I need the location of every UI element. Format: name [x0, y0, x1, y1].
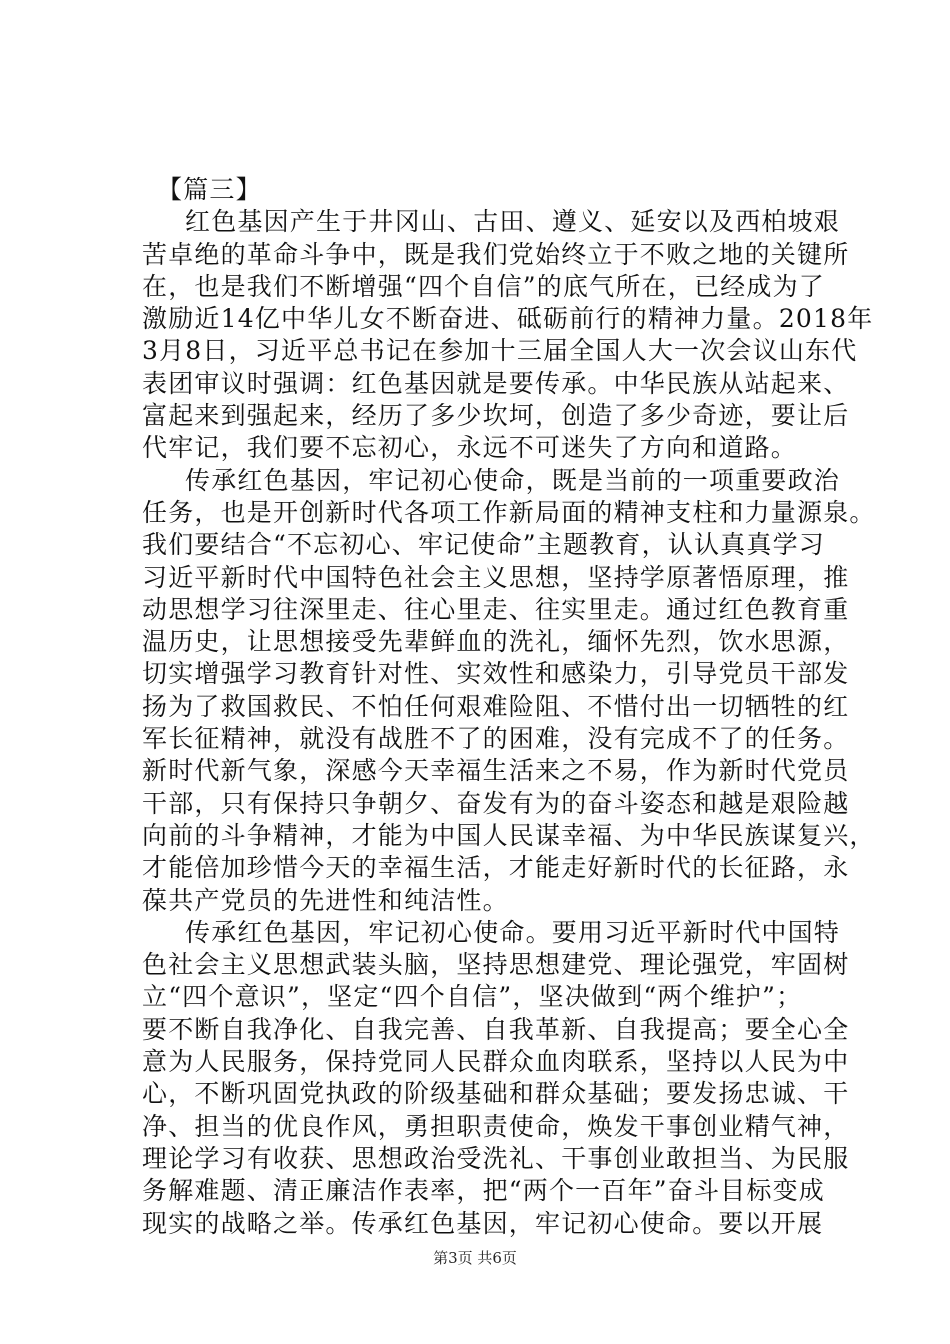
paragraph-line: 激励近14亿中华儿女不断奋进、砥砺前行的精神力量。2018年: [142, 304, 874, 334]
paragraph-line: 富起来到强起来，经历了多少坎坷，创造了多少奇迹，要让后: [142, 401, 850, 431]
page-number-footer: 第3页 共6页: [433, 1249, 517, 1267]
paragraph-line: 军长征精神，就没有战胜不了的困难，没有完成不了的任务。: [142, 724, 850, 754]
paragraph-3: [142, 917, 850, 1240]
paragraph-line: 干部，只有保持只争朝夕、奋发有为的奋斗姿态和越是艰险越: [142, 788, 850, 818]
document-body: [142, 174, 876, 1240]
paragraph-line: 向前的斗争精神，才能为中国人民谋幸福、为中华民族谋复兴，: [142, 820, 876, 850]
paragraph-line: 务解难题、清正廉洁作表率，把“两个一百年”奋斗目标变成: [142, 1176, 825, 1206]
paragraph-line: 我们要结合“不忘初心、牢记使命”主题教育，认认真真学习: [142, 530, 825, 560]
paragraph-line: 温历史，让思想接受先辈鲜血的洗礼，缅怀先烈，饮水思源，: [142, 627, 850, 657]
paragraph-line: 立“四个意识”，坚定“四个自信”，坚决做到“两个维护”；: [142, 982, 803, 1012]
paragraph-line: 心，不断巩固党执政的阶级基础和群众基础；要发扬忠诚、干: [142, 1079, 850, 1109]
paragraph-1: [142, 206, 874, 464]
paragraph-line: 葆共产党员的先进性和纯洁性。: [142, 885, 509, 915]
paragraph-line: 表团审议时强调：红色基因就是要传承。中华民族从站起来、: [142, 368, 850, 398]
paragraph-line: 动思想学习往深里走、往心里走、往实里走。通过红色教育重: [142, 594, 850, 624]
paragraph-line: 代牢记，我们要不忘初心，永远不可迷失了方向和道路。: [142, 433, 798, 463]
paragraph-line: 传承红色基因，牢记初心使命，既是当前的一项重要政治: [185, 465, 841, 495]
paragraph-line: 习近平新时代中国特色社会主义思想，坚持学原著悟原理，推: [142, 562, 850, 592]
paragraph-line: 色社会主义思想武装头脑，坚持思想建党、理论强党，牢固树: [142, 950, 850, 980]
paragraph-line: 要不断自我净化、自我完善、自我革新、自我提高；要全心全: [142, 1014, 850, 1044]
paragraph-line: 在，也是我们不断增强“四个自信”的底气所在，已经成为了: [142, 271, 825, 301]
paragraph-line: 任务，也是开创新时代各项工作新局面的精神支柱和力量源泉。: [142, 497, 876, 527]
section-heading: 【篇三】: [157, 175, 262, 204]
paragraph-line: 扬为了救国救民、不怕任何艰难险阻、不惜付出一切牺牲的红: [142, 691, 850, 721]
paragraph-line: 才能倍加珍惜今天的幸福生活，才能走好新时代的长征路，永: [142, 853, 850, 883]
paragraph-line: 苦卓绝的革命斗争中，既是我们党始终立于不败之地的关键所: [142, 239, 850, 269]
paragraph-line: 传承红色基因，牢记初心使命。要用习近平新时代中国特: [185, 917, 841, 947]
paragraph-line: 净、担当的优良作风，勇担职责使命，焕发干事创业精气神，: [142, 1111, 850, 1141]
paragraph-line: 3月8日，习近平总书记在参加十三届全国人大一次会议山东代: [142, 336, 858, 366]
paragraph-line: 意为人民服务，保持党同人民群众血肉联系，坚持以人民为中: [142, 1047, 850, 1077]
paragraph-line: 新时代新气象，深感今天幸福生活来之不易，作为新时代党员: [142, 756, 850, 786]
paragraph-line: 现实的战略之举。传承红色基因，牢记初心使命。要以开展: [142, 1208, 824, 1238]
paragraph-line: 红色基因产生于井冈山、古田、遵义、延安以及西柏坡艰: [185, 207, 841, 237]
paragraph-line: 切实增强学习教育针对性、实效性和感染力，引导党员干部发: [142, 659, 850, 689]
paragraph-2: [142, 465, 876, 917]
paragraph-line: 理论学习有收获、思想政治受洗礼、干事创业敢担当、为民服: [142, 1143, 850, 1173]
